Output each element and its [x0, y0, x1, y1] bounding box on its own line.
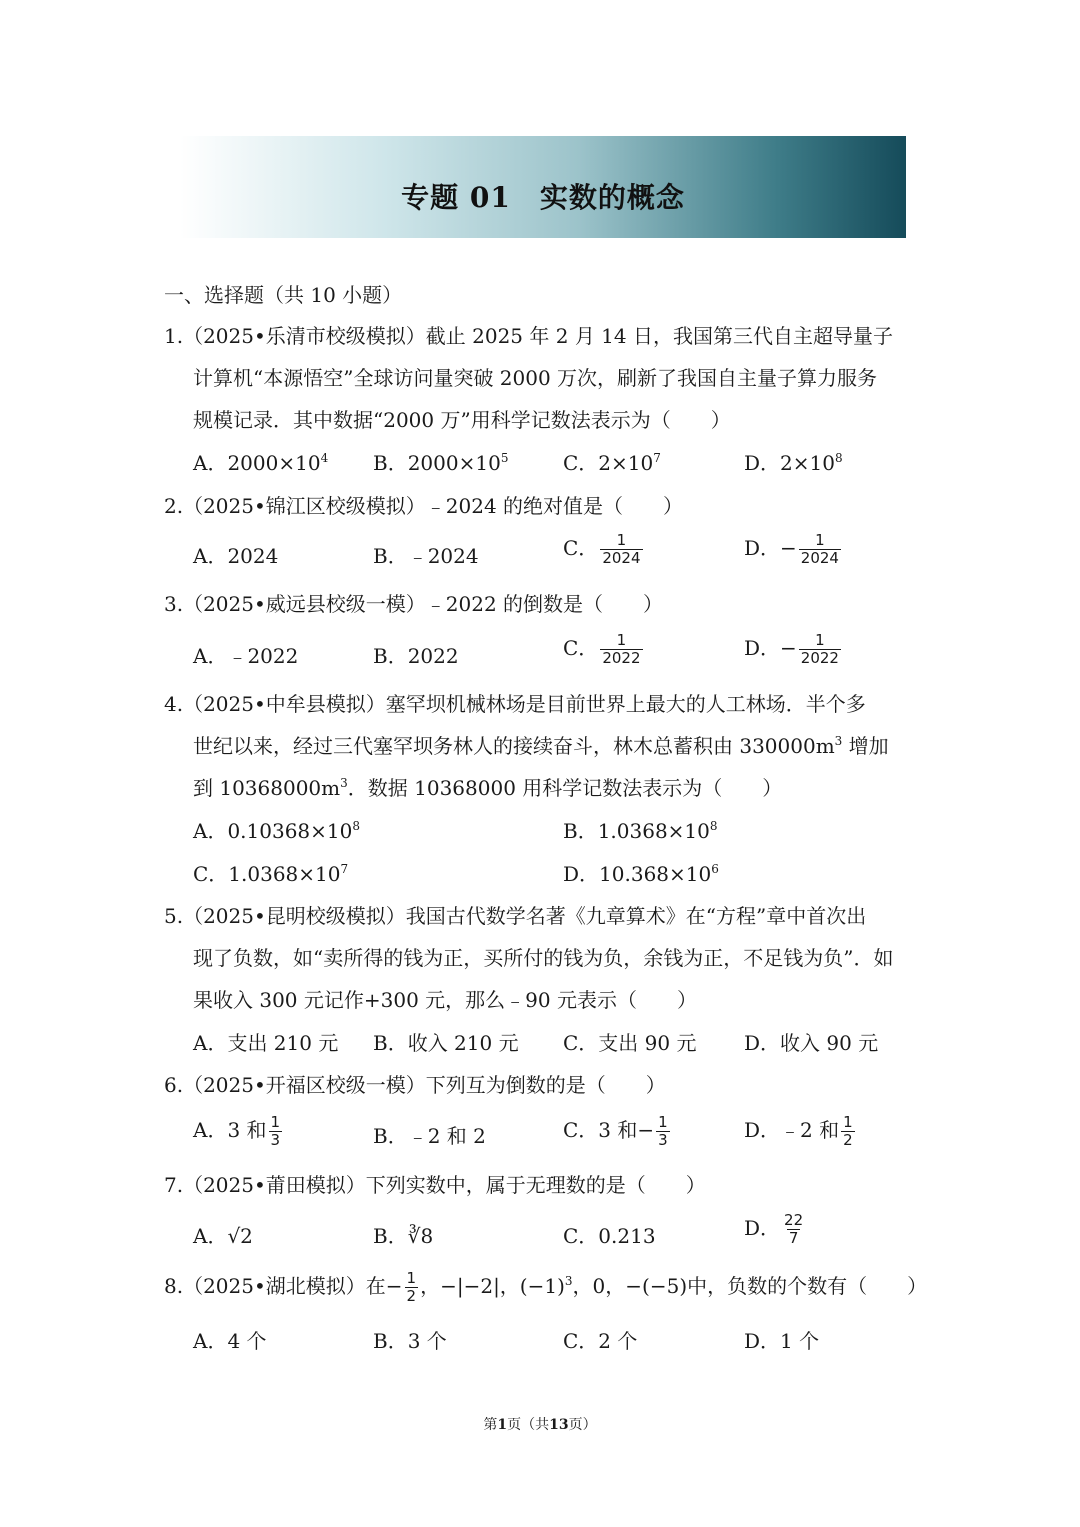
question-2-option-c[interactable] [563, 532, 645, 567]
option-exponent: 7 [340, 862, 349, 876]
fraction [782, 1212, 805, 1247]
question-3-option-d[interactable] [744, 632, 843, 667]
question-3-option-a[interactable]: A．﹣2022 [193, 644, 299, 668]
question-1-option-d[interactable] [744, 449, 843, 477]
question-6-option-b[interactable]: B．﹣2 和 2 [373, 1124, 486, 1148]
option-text: C．1.0368×10 [193, 862, 341, 886]
fraction [405, 1270, 419, 1305]
option-exponent: 4 [320, 451, 329, 465]
denominator: 3 [658, 1131, 668, 1149]
question-7-option-d[interactable] [744, 1212, 807, 1247]
question-1-option-a[interactable] [193, 449, 328, 477]
section-heading: 一、选择题（共 10 小题） [164, 283, 403, 307]
option-text: D．− [744, 536, 797, 560]
question-2-option-d[interactable] [744, 532, 843, 567]
question-8-option-c[interactable]: C．2 个 [563, 1329, 638, 1353]
exponent: 3 [564, 1274, 573, 1288]
numerator: 1 [815, 531, 825, 549]
fraction [799, 532, 841, 567]
question-8-option-b[interactable]: B．3 个 [373, 1329, 447, 1353]
fraction [841, 1114, 855, 1149]
question-2-line-1: 2.（2025•锦江区校级模拟）﹣2024 的绝对值是（ ） [164, 494, 684, 518]
denominator: 7 [788, 1229, 799, 1247]
denominator: 2022 [602, 649, 641, 667]
question-5-option-a[interactable]: A．支出 210 元 [193, 1031, 339, 1055]
page-title: 专题 01 实数的概念 [401, 181, 685, 214]
title-banner [180, 136, 906, 238]
option-text: A．0.10368×10 [193, 819, 353, 843]
option-exponent: 5 [500, 451, 509, 465]
option-text: A．3 和 [193, 1118, 267, 1142]
question-5-option-b[interactable]: B．收入 210 元 [373, 1031, 519, 1055]
footer-text: 第 [483, 1417, 498, 1433]
option-text: C．2×10 [563, 451, 654, 475]
numerator: 1 [843, 1113, 853, 1131]
question-4-option-c[interactable] [193, 860, 348, 888]
question-3-option-b[interactable]: B．2022 [373, 644, 459, 668]
text: 到 10368000m [193, 776, 341, 800]
option-text: B．1.0368×10 [563, 819, 710, 843]
question-4-line-1: 4.（2025•中牟县模拟）塞罕坝机械林场是目前世界上最大的人工林场．半个多 [164, 692, 866, 716]
text: 世纪以来，经过三代塞罕坝务林人的接续奋斗，林木总蓄积由 330000m [193, 734, 835, 758]
question-6-option-c[interactable] [563, 1114, 672, 1149]
numerator: 1 [270, 1113, 281, 1131]
fraction [656, 1114, 670, 1149]
option-exponent: 8 [709, 819, 718, 833]
question-5-line-3: 果收入 300 元记作+300 元，那么﹣90 元表示（ ） [193, 988, 697, 1012]
exponent: 3 [340, 776, 348, 790]
text: ．数据 10368000 用科学记数法表示为（ ） [347, 776, 783, 800]
question-4-option-d[interactable] [563, 860, 719, 888]
question-1-line-3: 规模记录．其中数据“2000 万”用科学记数法表示为（ ） [193, 408, 731, 432]
denominator: 2 [843, 1131, 853, 1149]
question-4-option-b[interactable] [563, 817, 718, 845]
question-3-line-1: 3.（2025•威远县校级一模）﹣2022 的倒数是（ ） [164, 592, 664, 616]
option-text: A．2000×10 [193, 451, 321, 475]
denominator: 2024 [800, 549, 839, 567]
numerator: 1 [406, 1269, 417, 1287]
text: ，−|−2|，(−1) [420, 1274, 565, 1298]
question-2-option-b[interactable]: B．﹣2024 [373, 544, 479, 568]
option-exponent: 6 [711, 862, 719, 876]
question-1-line-1: 1.（2025•乐清市校级模拟）截止 2025 年 2 月 14 日，我国第三代自主超导量子 [164, 324, 893, 348]
question-8-option-a[interactable]: A．4 个 [193, 1329, 267, 1353]
question-2-option-a[interactable]: A．2024 [193, 544, 279, 568]
option-text: B．2000×10 [373, 451, 501, 475]
question-5-line-2: 现了负数，如“卖所得的钱为正，买所付的钱为负，余钱为正，不足钱为负”．如 [193, 946, 894, 970]
denominator: 2024 [602, 549, 641, 567]
fraction [269, 1114, 283, 1149]
question-8-option-d[interactable]: D．1 个 [744, 1329, 820, 1353]
question-4-line-2 [193, 732, 889, 760]
question-1-line-2: 计算机“本源悟空”全球访问量突破 2000 万次，刷新了我国自主量子算力服务 [193, 366, 878, 390]
option-text: D． [744, 1216, 781, 1240]
text: ，0，−(−5)中，负数的个数有（ ） [572, 1274, 928, 1298]
option-text: C． [563, 636, 599, 660]
question-6-option-a[interactable] [193, 1114, 284, 1149]
question-8-line-1 [164, 1270, 927, 1305]
option-text: D．2×10 [744, 451, 835, 475]
question-4-option-a[interactable] [193, 817, 360, 845]
question-7-option-a[interactable]: A．√2 [193, 1224, 253, 1248]
option-text: C．3 和− [563, 1118, 655, 1142]
question-6-line-1: 6.（2025•开福区校级一模）下列互为倒数的是（ ） [164, 1073, 666, 1097]
numerator: 1 [815, 631, 825, 649]
numerator: 1 [658, 1113, 668, 1131]
footer-text: 页（共 [507, 1417, 550, 1433]
footer-text: 页） [568, 1417, 597, 1433]
option-text: C． [563, 536, 599, 560]
option-exponent: 8 [834, 451, 843, 465]
page-total: 13 [549, 1417, 569, 1433]
question-7-option-c[interactable]: C．0.213 [563, 1224, 656, 1248]
text: 8.（2025•湖北模拟）在− [164, 1274, 403, 1298]
question-7-line-1: 7.（2025•莆田模拟）下列实数中，属于无理数的是（ ） [164, 1173, 706, 1197]
option-text: D．10.368×10 [563, 862, 712, 886]
denominator: 2 [406, 1287, 417, 1305]
fraction [799, 632, 841, 667]
option-exponent: 8 [352, 819, 360, 833]
numerator: 1 [616, 631, 627, 649]
question-7-option-b[interactable]: B．∛8 [373, 1224, 434, 1248]
question-3-option-c[interactable] [563, 632, 645, 667]
numerator: 22 [784, 1211, 804, 1229]
question-5-option-c[interactable]: C．支出 90 元 [563, 1031, 697, 1055]
question-4-line-3 [193, 774, 782, 802]
denominator: 3 [270, 1131, 281, 1149]
fraction [600, 632, 642, 667]
question-5-line-1: 5.（2025•昆明校级模拟）我国古代数学名著《九章算术》在“方程”章中首次出 [164, 904, 867, 928]
page-number: 1 [497, 1417, 508, 1433]
question-5-option-d[interactable]: D．收入 90 元 [744, 1031, 879, 1055]
text: 增加 [842, 734, 889, 758]
numerator: 1 [616, 531, 627, 549]
question-1-option-c[interactable] [563, 449, 661, 477]
page-footer [0, 1415, 1080, 1435]
exponent: 3 [834, 734, 843, 748]
denominator: 2022 [800, 649, 839, 667]
question-1-option-b[interactable] [373, 449, 508, 477]
fraction [600, 532, 642, 567]
option-text: D．﹣2 和 [744, 1118, 840, 1142]
option-exponent: 7 [653, 451, 661, 465]
question-6-option-d[interactable] [744, 1114, 857, 1149]
option-text: D．− [744, 636, 797, 660]
